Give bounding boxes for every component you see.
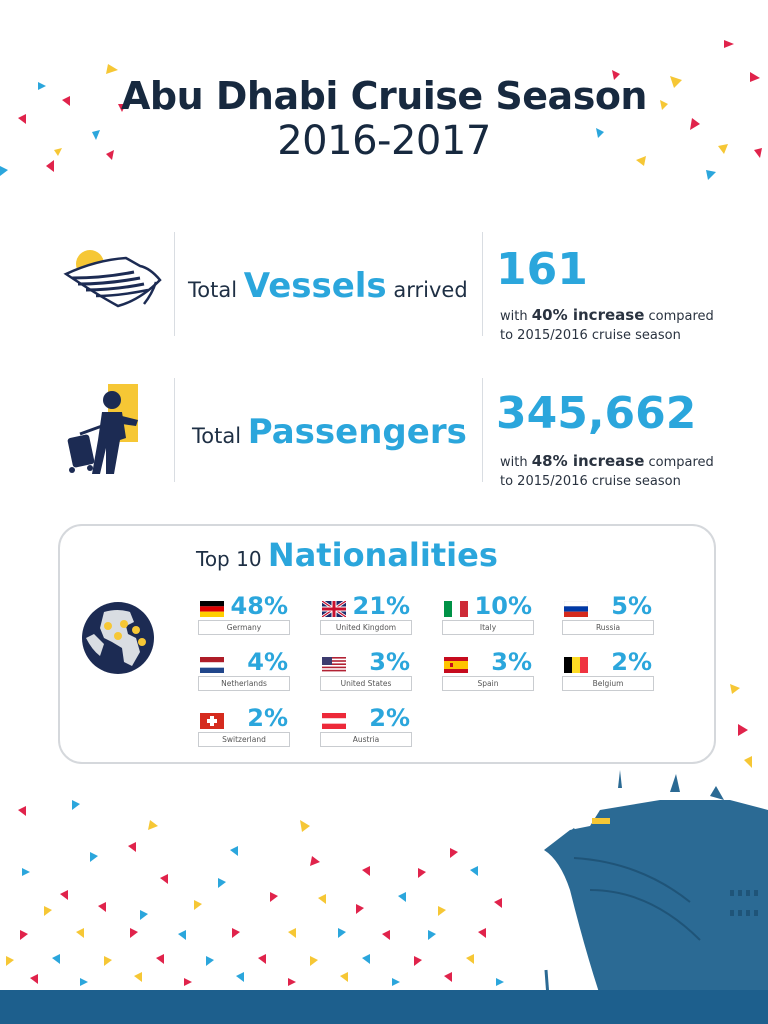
cruise-ship-icon bbox=[56, 244, 164, 310]
nationality-percent: 10% bbox=[474, 592, 532, 620]
spain-flag-icon bbox=[444, 657, 468, 673]
united-states-flag-icon bbox=[322, 657, 346, 673]
passengers-label: Total Passengers bbox=[192, 412, 467, 452]
nationality-country: United Kingdom bbox=[320, 620, 412, 635]
page-subtitle: 2016-2017 bbox=[277, 118, 491, 164]
nationality-item-belgium bbox=[562, 648, 654, 698]
germany-flag-icon bbox=[200, 601, 224, 617]
divider bbox=[482, 378, 483, 482]
nationality-item-switzerland bbox=[198, 704, 290, 754]
nationality-country: Netherlands bbox=[198, 676, 290, 691]
nationality-item-united-states bbox=[320, 648, 412, 698]
nationality-item-austria bbox=[320, 704, 412, 754]
passengers-value: 345,662 bbox=[496, 388, 697, 439]
nationality-country: Belgium bbox=[562, 676, 654, 691]
nationality-country: Austria bbox=[320, 732, 412, 747]
nationality-country: Germany bbox=[198, 620, 290, 635]
netherlands-flag-icon bbox=[200, 657, 224, 673]
traveler-luggage-icon bbox=[64, 382, 160, 478]
passengers-note: with 48% increase compared to 2015/2016 cruise season bbox=[500, 452, 714, 489]
nationality-country: Switzerland bbox=[198, 732, 290, 747]
page-title: Abu Dhabi Cruise Season bbox=[121, 74, 647, 118]
nationality-country: Italy bbox=[442, 620, 534, 635]
switzerland-flag-icon bbox=[200, 713, 224, 729]
nationality-percent: 2% bbox=[369, 704, 410, 732]
nationality-percent: 2% bbox=[247, 704, 288, 732]
nationality-country: Russia bbox=[562, 620, 654, 635]
nationality-item-spain bbox=[442, 648, 534, 698]
vessels-label: Total Vessels arrived bbox=[188, 266, 468, 306]
nationality-percent: 3% bbox=[369, 648, 410, 676]
vessels-value: 161 bbox=[496, 244, 588, 295]
globe-icon bbox=[78, 598, 158, 678]
divider bbox=[174, 378, 175, 482]
vessels-note: with 40% increase compared to 2015/2016 cruise season bbox=[500, 306, 714, 343]
united-kingdom-flag-icon bbox=[322, 601, 346, 617]
nationality-item-italy bbox=[442, 592, 534, 642]
nationality-percent: 48% bbox=[230, 592, 288, 620]
divider bbox=[174, 232, 175, 336]
russia-flag-icon bbox=[564, 601, 588, 617]
nationality-country: Spain bbox=[442, 676, 534, 691]
nationality-item-germany bbox=[198, 592, 290, 642]
nationalities-title: Top 10 Nationalities bbox=[196, 536, 498, 574]
nationality-country: United States bbox=[320, 676, 412, 691]
austria-flag-icon bbox=[322, 713, 346, 729]
nationality-percent: 2% bbox=[611, 648, 652, 676]
nationality-item-netherlands bbox=[198, 648, 290, 698]
nationality-percent: 4% bbox=[247, 648, 288, 676]
sea-band bbox=[0, 990, 768, 1024]
nationality-percent: 5% bbox=[611, 592, 652, 620]
divider bbox=[482, 232, 483, 336]
nationality-percent: 3% bbox=[491, 648, 532, 676]
italy-flag-icon bbox=[444, 601, 468, 617]
nationality-item-united-kingdom bbox=[320, 592, 412, 642]
nationality-item-russia bbox=[562, 592, 654, 642]
nationality-percent: 21% bbox=[352, 592, 410, 620]
belgium-flag-icon bbox=[564, 657, 588, 673]
ship-illustration-icon bbox=[530, 770, 768, 1024]
